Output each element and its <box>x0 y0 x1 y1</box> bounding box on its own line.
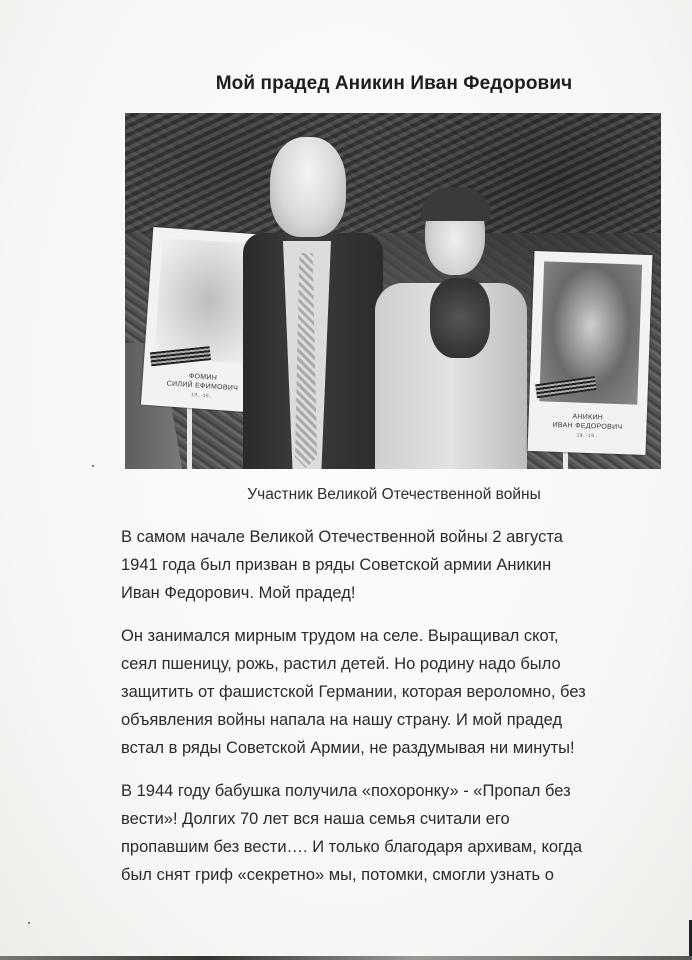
paragraph-1 <box>121 523 681 607</box>
text-line: объявления войны напала на нашу страну. И мой прадед <box>121 711 563 729</box>
portrait-surname-right: АНИКИН <box>572 413 604 422</box>
text-line: В 1944 году бабушка получила «похоронку» - «Пропал без <box>121 782 571 800</box>
portrait-sign-right <box>528 251 653 455</box>
scan-speck <box>28 922 30 924</box>
portrait-pole-left <box>187 403 192 469</box>
text-line: Он занимался мирным трудом на селе. Выращивал скот, <box>121 627 559 645</box>
family-photo <box>125 113 661 469</box>
photo-caption: Участник Великой Отечественной войны <box>247 486 541 503</box>
scan-edge-bottom <box>0 956 692 960</box>
text-line: встал в ряды Советской Армии, не раздумывая ни минуты! <box>121 739 575 757</box>
paragraph-3 <box>121 777 681 889</box>
portrait-name-right: ИВАН ФЕДОРОВИЧ <box>552 421 623 432</box>
text-line: Иван Федорович. Мой прадед! <box>121 584 356 602</box>
trees-background <box>125 113 661 233</box>
text-line: был снят гриф «секретно» мы, потомки, смогли узнать о <box>121 866 554 884</box>
portrait-surname-left: ФОМИН <box>188 372 218 382</box>
text-line: защитить от фашистской Германии, которая вероломно, без <box>121 683 586 701</box>
man-face <box>270 137 346 237</box>
text-line: В самом начале Великой Отечественной войны 2 августа <box>121 528 563 546</box>
text-line: сеял пшеницу, рожь, растил детей. Но родину надо было <box>121 655 561 673</box>
carnations-bouquet <box>430 278 490 358</box>
text-line: вести»! Долгих 70 лет вся наша семья считали его <box>121 810 510 828</box>
portrait-name-left: СИЛИЙ ЕФИМОВИЧ <box>166 380 239 393</box>
page-title: Мой прадед Аникин Иван Федорович <box>215 73 573 94</box>
portrait-years-left: 19..-19.. <box>190 392 213 400</box>
portrait-years-right: 19..-19.. <box>576 432 598 440</box>
text-line: пропавшим без вести…. И только благодаря архивам, когда <box>121 838 583 856</box>
text-line: 1941 года был призван в ряды Советской армии Аникин <box>121 556 552 574</box>
scan-speck <box>92 465 94 467</box>
paragraph-2 <box>121 622 681 762</box>
